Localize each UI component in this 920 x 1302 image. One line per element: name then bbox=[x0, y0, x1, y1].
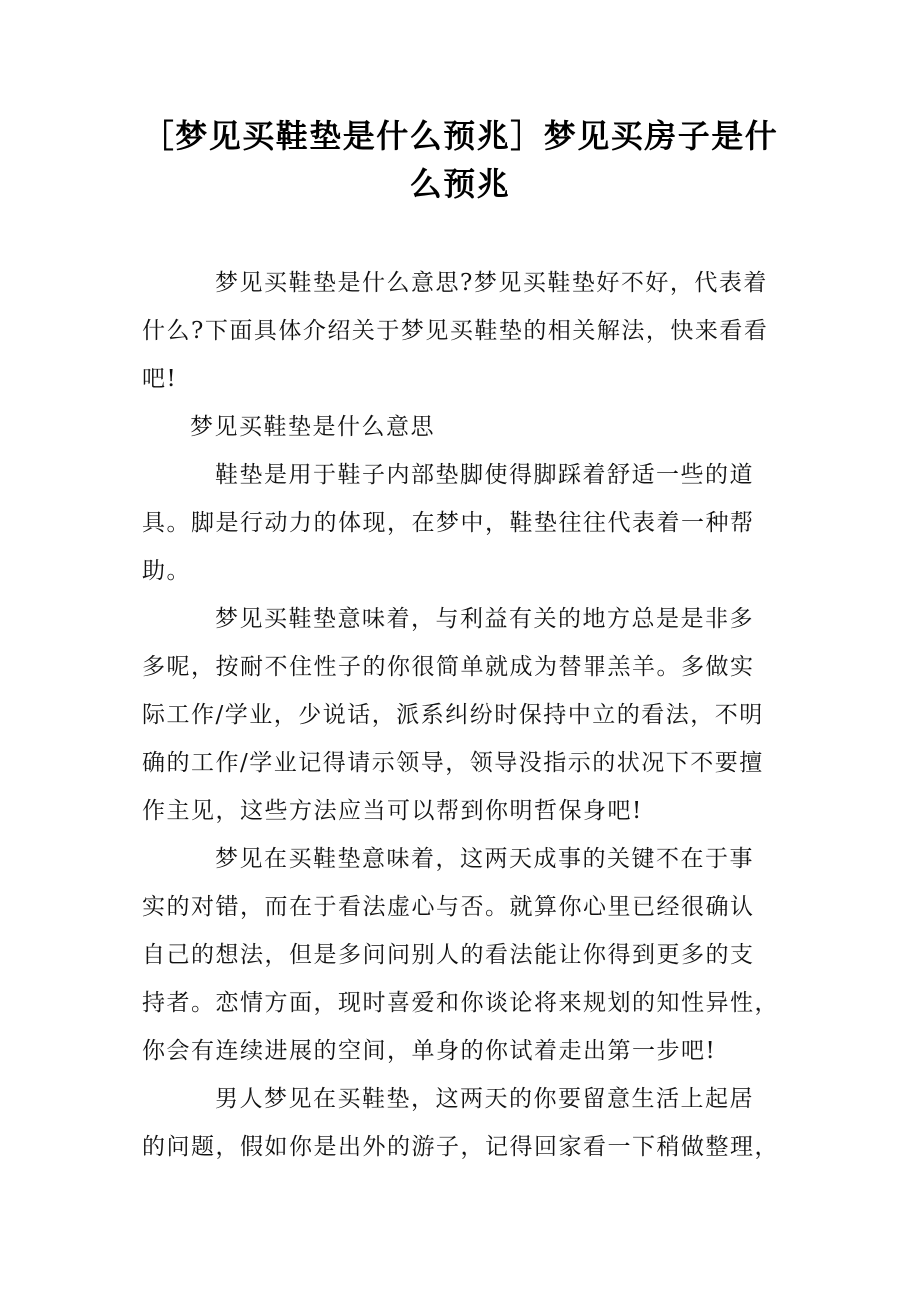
title-line: 么预兆 bbox=[409, 165, 511, 203]
document-body bbox=[142, 259, 782, 1171]
text-line: 什么?下面具体介绍关于梦见买鞋垫的相关解法，快来看看 bbox=[142, 318, 769, 344]
text-line: 多呢，按耐不住性子的你很简单就成为替罪羔羊。多做实 bbox=[142, 654, 755, 680]
text-line: 梦见买鞋垫意味着，与利益有关的地方总是是非多 bbox=[215, 606, 754, 632]
text-line: 具。脚是行动力的体现，在梦中，鞋垫往往代表着一种帮 bbox=[142, 510, 755, 536]
subheading-text: 梦见买鞋垫是什么意思 bbox=[190, 414, 435, 440]
text-line: 男人梦见在买鞋垫，这两天的你要留意生活上起居 bbox=[215, 1086, 754, 1112]
text-line: 际工作/学业，少说话，派系纠纷时保持中立的看法，不明 bbox=[142, 702, 764, 728]
paragraph-buying-insole bbox=[142, 595, 782, 835]
text-line: 鞋垫是用于鞋子内部垫脚使得脚踩着舒适一些的道 bbox=[215, 462, 754, 488]
text-line: 吧! bbox=[142, 366, 178, 392]
text-line: 助。 bbox=[142, 558, 191, 584]
text-line: 梦见在买鞋垫意味着，这两天成事的关键不在于事 bbox=[215, 846, 754, 872]
text-line: 你会有连续进展的空间，单身的你试着走出第一步吧! bbox=[142, 1038, 717, 1064]
text-line: 持者。恋情方面，现时喜爱和你谈论将来规划的知性异性， bbox=[142, 990, 779, 1016]
document-title bbox=[140, 112, 780, 208]
text-line: 的问题，假如你是出外的游子，记得回家看一下稍做整理， bbox=[142, 1134, 779, 1160]
text-line: 确的工作/学业记得请示领导，领导没指示的状况下不要擅 bbox=[142, 750, 764, 776]
subheading-meaning bbox=[142, 403, 782, 451]
text-line: 作主见，这些方法应当可以帮到你明哲保身吧! bbox=[142, 798, 643, 824]
paragraph-man-dream bbox=[142, 1075, 782, 1171]
paragraph-shopping-insole bbox=[142, 835, 782, 1075]
paragraph-intro bbox=[142, 259, 782, 403]
text-line: 实的对错，而在于看法虚心与否。就算你心里已经很确认 bbox=[142, 894, 755, 920]
text-line: 梦见买鞋垫是什么意思?梦见买鞋垫好不好，代表着 bbox=[215, 270, 768, 296]
text-line: 自己的想法，但是多问问别人的看法能让你得到更多的支 bbox=[142, 942, 755, 968]
title-line: ［梦见买鞋垫是什么预兆］梦见买房子是什 bbox=[141, 117, 779, 155]
paragraph-insole-definition bbox=[142, 451, 782, 595]
